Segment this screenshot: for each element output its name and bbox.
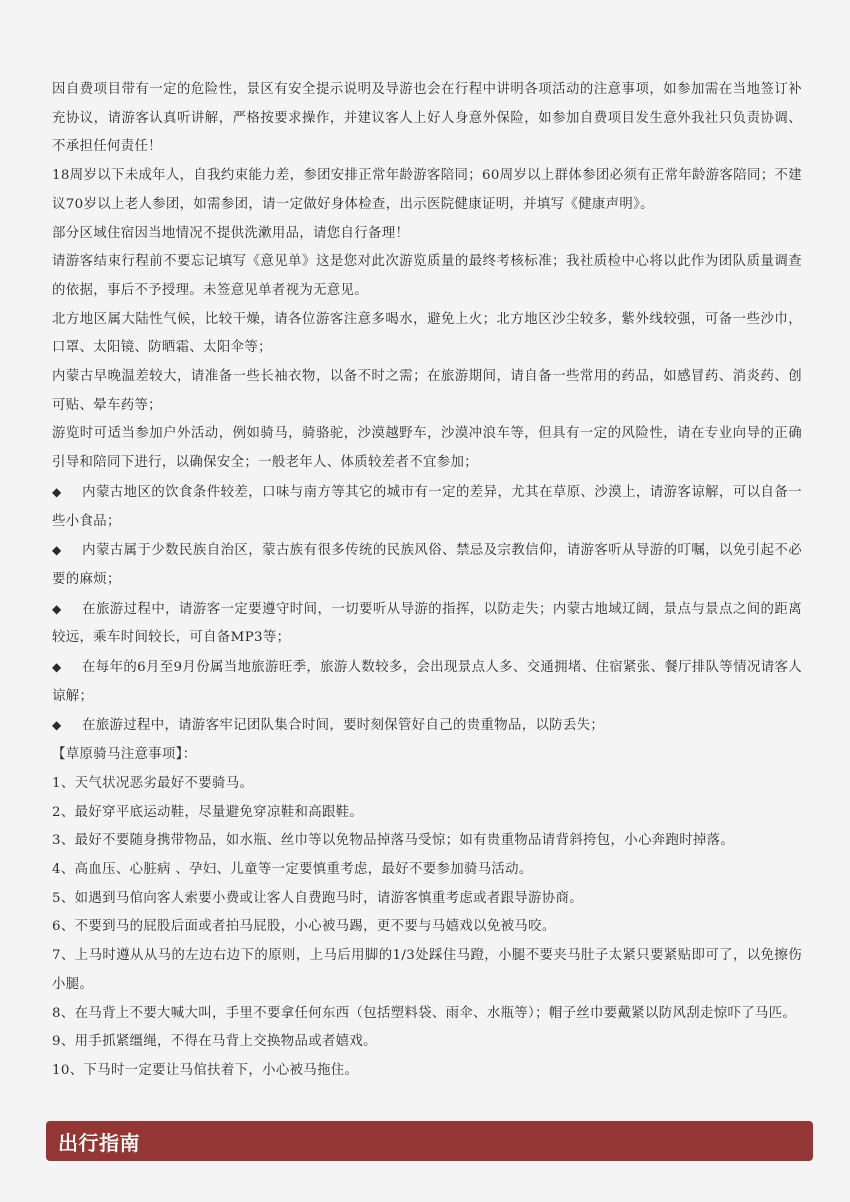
paragraph: 游览时可适当参加户外活动，例如骑马，骑骆驼，沙漠越野车，沙漠冲浪车等，但具有一定的风险性，请在专业向导的正确引导和陪同下进行，以确保安全；一般老年人、体质较差者不宜参加； [52,426,802,471]
diamond-bullet-icon: ◆ [52,601,62,616]
paragraph: 北方地区属大陆性气候，比较干燥，请各位游客注意多喝水，避免上火；北方地区沙尘较多，紫外线较强，可备一些沙巾，口罩、太阳镜、防晒霜、太阳伞等； [52,311,802,356]
paragraph: 18周岁以下未成年人，自我约束能力差，参团安排正常年龄游客陪同；60周岁以上群体参团必须有正常年龄游客陪同；不建议70岁以上老人参团，如需参团，请一定做好身体检查，出示医院健康证明，并填写《健康声明》。 [52,168,802,212]
horse-rule-item: 5、如遇到马倌向客人索要小费或让客人自费跑马时，请游客慎重考虑或者跟导游协商。 [52,890,584,906]
section-heading-bar [46,1121,813,1161]
bullet-text: 在旅游过程中，请游客一定要遵守时间，一切要听从导游的指挥，以防走失；内蒙古地域辽阔，景点与景点之间的距离较远，乘车时间较长，可自备MP3等； [52,601,802,646]
document-body [52,76,802,1086]
paragraph: 请游客结束行程前不要忘记填写《意见单》这是您对此次游览质量的最终考核标准；我社质检中心将以此作为团队质量调查的依据，事后不予授理。未签意见单者视为无意见。 [52,254,802,298]
bullet-item [52,536,802,594]
horse-rule-item: 7、上马时遵从从马的左边右边下的原则，上马后用脚的1/3处踩住马蹬，小腿不要夹马肚子太紧只要紧贴即可了，以免擦伤小腿。 [52,948,802,992]
horse-section-title: 【草原骑马注意事项】： [52,747,197,763]
diamond-bullet-icon: ◆ [52,718,62,733]
paragraph: 部分区域住宿因当地情况不提供洗漱用品，请您自行备理！ [52,225,410,241]
horse-rule-item: 8、在马背上不要大喊大叫，手里不要拿任何东西（包括塑料袋、雨伞、水瓶等）；帽子丝巾要戴紧以防风刮走惊吓了马匹。 [52,1005,797,1021]
horse-rule-item: 10、下马时一定要让马倌扶着下，小心被马拖住。 [52,1062,359,1078]
bullet-text: 内蒙古地区的饮食条件较差，口味与南方等其它的城市有一定的差异，尤其在草原、沙漠上，请游客谅解，可以自备一些小食品； [52,484,802,529]
paragraph: 内蒙古早晚温差较大，请准备一些长袖衣物，以备不时之需；在旅游期间，请自备一些常用的药品，如感冒药、消炎药、创可贴、晕车药等； [52,369,802,413]
paragraph: 因自费项目带有一定的危险性，景区有安全提示说明及导游也会在行程中讲明各项活动的注意事项，如参加需在当地签订补充协议，请游客认真听讲解，严格按要求操作，并建议客人上好人身意外保险，如参加自费项目发生意外我社只负责协调、不承担任何责任！ [52,82,802,155]
diamond-bullet-icon: ◆ [52,660,62,675]
bullet-text: 在旅游过程中，请游客牢记团队集合时间，要时刻保管好自己的贵重物品，以防丢失； [82,718,605,734]
bullet-item [52,653,802,711]
section-heading: 出行指南 [58,1130,140,1155]
horse-rule-item: 2、最好穿平底运动鞋，尽量避免穿凉鞋和高跟鞋。 [52,804,364,820]
bullet-text: 在每年的6月至9月份属当地旅游旺季，旅游人数较多，会出现景点人多、交通拥堵、住宿紧张、餐厅排队等情况请客人谅解； [52,660,802,704]
horse-rule-item: 3、最好不要随身携带物品，如水瓶、丝巾等以免物品掉落马受惊；如有贵重物品请背斜挎包，小心奔跑时掉落。 [52,833,735,849]
bullet-item [52,595,802,653]
horse-rule-item: 9、用手抓紧缰绳，不得在马背上交换物品或者嬉戏。 [52,1034,377,1050]
bullet-item [52,478,802,536]
diamond-bullet-icon: ◆ [52,543,62,558]
horse-rule-item: 6、不要到马的屁股后面或者拍马屁股，小心被马踢，更不要与马嬉戏以免被马咬。 [52,919,556,935]
horse-rule-item: 4、高血压、心脏病 、孕妇、儿童等一定要慎重考虑，最好不要参加骑马活动。 [52,861,533,877]
horse-rule-item: 1、天气状况恶劣最好不要骑马。 [52,775,254,791]
bullet-item [52,711,802,741]
diamond-bullet-icon: ◆ [52,484,62,499]
bullet-text: 内蒙古属于少数民族自治区，蒙古族有很多传统的民族风俗、禁忌及宗教信仰，请游客听从导游的叮嘱，以免引起不必要的麻烦； [52,543,802,587]
